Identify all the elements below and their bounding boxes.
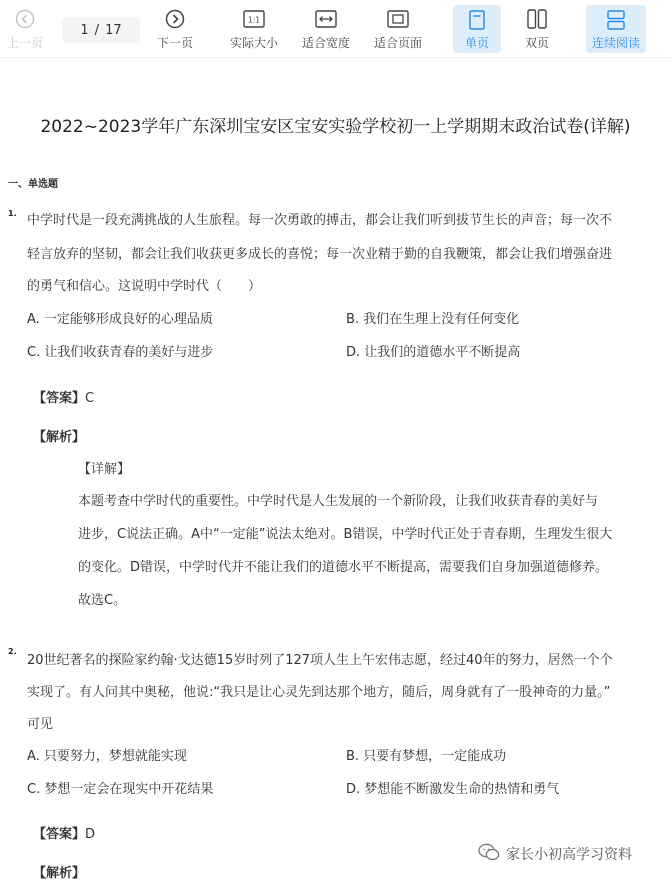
page-number-input[interactable] xyxy=(62,17,140,43)
next-page-button[interactable] xyxy=(153,0,197,58)
option-a: A. 一定能够形成良好的心理品质 xyxy=(27,312,213,327)
double-page-icon xyxy=(527,8,547,30)
watermark xyxy=(478,843,632,865)
answer-value: C xyxy=(85,391,95,406)
question-text-line: 中学时代是一段充满挑战的人生旅程。每一次勇敢的搏击，都会让我们听到拔节生长的声音；每一次不 xyxy=(27,213,613,228)
single-page-icon xyxy=(469,9,485,31)
detail-text-line: 的变化。D错误，中学时代并不能让我们的道德水平不断提高，需要我们自身加强道德修养。 xyxy=(78,560,609,575)
question-number: 2. xyxy=(8,647,17,656)
chevron-right-circle-icon xyxy=(165,8,185,30)
prev-page-label: 上一页 xyxy=(6,36,43,50)
double-page-label: 双页 xyxy=(524,36,549,50)
current-page: 1 xyxy=(80,22,89,38)
fit-width-button[interactable] xyxy=(298,0,354,58)
total-pages: 17 xyxy=(105,22,122,38)
double-page-button[interactable] xyxy=(515,0,559,58)
option-c: C. 让我们收获青春的美好与进步 xyxy=(27,345,214,360)
fit-width-icon xyxy=(315,8,337,30)
question-text-line: 20世纪著名的探险家约翰·戈达德15岁时列了127项人生上午宏伟志愿，经过40年的努力，居然一个个 xyxy=(27,653,613,668)
watermark-text: 家长小初高学习资料 xyxy=(506,847,632,863)
option-c: C. 梦想一定会在现实中开花结果 xyxy=(27,782,214,797)
actual-size-label: 实际大小 xyxy=(229,36,278,50)
question-number: 1. xyxy=(8,209,17,218)
answer-row xyxy=(33,387,94,406)
document-title: 2022~2023学年广东深圳宝安区宝安实验学校初一上学期期末政治试卷(详解) xyxy=(40,117,631,137)
question-text-line: 轻言放弃的坚韧，都会让我们收获更多成长的喜悦；每一次业精于勤的自我鞭策，都会让我们增强奋进 xyxy=(27,247,613,262)
answer-label: 【答案】 xyxy=(33,827,86,842)
fit-page-label: 适合页面 xyxy=(373,36,422,50)
continuous-reading-button[interactable] xyxy=(586,5,646,53)
actual-size-icon xyxy=(243,8,265,30)
question-text-line: 可见 xyxy=(27,717,54,732)
continuous-reading-icon xyxy=(607,9,625,31)
wechat-icon xyxy=(478,843,500,865)
analysis-label: 【解析】 xyxy=(33,430,86,445)
detail-text-line: 故选C。 xyxy=(78,593,127,608)
chevron-left-circle-icon xyxy=(15,8,35,30)
question-text-line: 的勇气和信心。这说明中学时代（ ） xyxy=(27,279,262,294)
option-d: D. 梦想能不断激发生命的热情和勇气 xyxy=(346,782,560,797)
single-page-button[interactable] xyxy=(453,5,501,53)
option-a: A. 只要努力，梦想就能实现 xyxy=(27,749,187,764)
fit-width-label: 适合宽度 xyxy=(301,36,350,50)
option-b: B. 只要有梦想，一定能成功 xyxy=(346,749,507,764)
prev-page-button[interactable] xyxy=(4,0,46,58)
continuous-reading-label: 连续阅读 xyxy=(591,36,640,50)
question-text-line: 实现了。有人问其中奥秘，他说:“我只是让心灵先到达那个地方，随后，周身就有了一股神奇的力量。” xyxy=(27,685,611,700)
detail-label: 【详解】 xyxy=(78,462,131,477)
answer-value: D xyxy=(85,827,96,842)
single-page-label: 单页 xyxy=(464,36,489,50)
actual-size-button[interactable] xyxy=(226,0,282,58)
section-heading: 一、单选题 xyxy=(8,179,58,190)
next-page-label: 下一页 xyxy=(156,36,193,50)
answer-row xyxy=(33,823,95,842)
viewer-toolbar xyxy=(0,0,671,58)
page-separator: / xyxy=(94,22,100,38)
answer-label: 【答案】 xyxy=(33,391,86,406)
fit-page-icon xyxy=(387,8,409,30)
option-b: B. 我们在生理上没有任何变化 xyxy=(346,312,520,327)
svg-text:1:1: 1:1 xyxy=(247,15,261,25)
detail-text-line: 本题考查中学时代的重要性。中学时代是人生发展的一个新阶段，让我们收获青春的美好与 xyxy=(78,494,599,509)
analysis-label: 【解析】 xyxy=(33,866,86,881)
option-d: D. 让我们的道德水平不断提高 xyxy=(346,345,521,360)
detail-text-line: 进步，C说法正确。A中“一定能”说法太绝对。B错误，中学时代正处于青春期，生理发生很大 xyxy=(78,527,613,542)
fit-page-button[interactable] xyxy=(370,0,426,58)
